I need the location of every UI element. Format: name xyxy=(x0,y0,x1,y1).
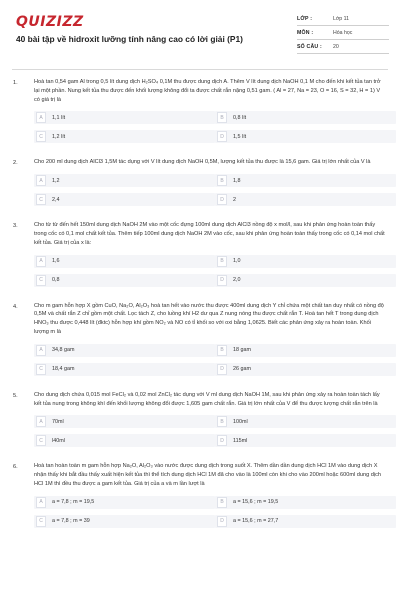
answer-option[interactable] xyxy=(215,274,396,287)
option-text: l40ml xyxy=(52,437,65,444)
option-letter: D xyxy=(217,131,227,142)
header-divider xyxy=(12,69,388,70)
option-text: 1,8 xyxy=(233,177,241,184)
meta-row xyxy=(297,12,389,26)
question-number: 2. xyxy=(13,160,18,167)
question-text: Hoà tan hoàn toàn m gam hỗn hợp Na₂O, Al₂O₃ vào nước được dung dịch trong suốt X. Thêm dần dần dung dịch HCl 1M vào dung dịch X nhận thấy khi bắt đầu thấy xuất hiện kết tủa thì thể tích dung dịch HCl 1M đã cho vào là 100ml còn khi cho vào 200ml hoặc 600ml dung dịch HCl 1M thì đều thu được a gam kết tủa. Giá trị của a và m lần lượt là xyxy=(34,463,382,487)
question-item xyxy=(0,391,400,454)
option-text: 2,0 xyxy=(233,277,241,284)
meta-row xyxy=(297,40,389,54)
question-item xyxy=(0,462,400,533)
option-text: 1,2 xyxy=(52,177,60,184)
question-text: Cho m gam hỗn hợp X gồm CuO, Na₂O, Al₂O₃ hoà tan hết vào nước thu được 400ml dung dịch Y chỉ chứa một chất tan duy nhất có nồng độ 0,5M và chất rắn Z chỉ gồm một chất. Lọc tách Z, cho luồng khí H2 dư qua Z nung nóng thu được chất rắn T. Hoà tan hết T trong dung dịch HNO₃ thu được 0,448 lít (đktc) hỗn hợp khí gồm NO₂ và NO có tỉ khối so với oxi bằng 1,0625. Biết các phản ứng xảy ra hoàn toàn. Khối lượng m là xyxy=(34,302,384,335)
answer-option[interactable] xyxy=(34,193,215,206)
question-text: Hoà tan 0,54 gam Al trong 0,5 lít dung dịch H₂SO₄ 0,1M thu được dung dịch A. Thêm V lít dung dịch NaOH 0,1 M cho đến khi kết tủa tan trở lại một phần. Nung kết tủa thu được đến khối lượng không đổi ta được chất rắn nặng 0,51 gam. ( Al = 27, Na = 23, O = 16, S = 32, H = 1) V có giá trị là xyxy=(34,79,381,103)
answer-option[interactable] xyxy=(34,363,215,376)
meta-value: 20 xyxy=(333,43,339,50)
option-text: 2,4 xyxy=(52,196,60,203)
question-text: Cho 200 ml dung dịch AlCl3 1,5M tác dụng với V lít dung dịch NaOH 0,5M, lượng kết tủa thu được là 15,6 gam. Giá trị lớn nhất của V là xyxy=(34,159,371,166)
worksheet-header xyxy=(0,0,400,68)
option-letter: A xyxy=(36,256,46,267)
answer-option[interactable] xyxy=(34,174,215,187)
option-text: 115ml xyxy=(233,437,248,444)
answer-option[interactable] xyxy=(215,363,396,376)
option-text: a = 7,8 ; m = 39 xyxy=(52,518,90,525)
answer-option[interactable] xyxy=(215,111,396,124)
option-text: a = 15,6 ; m = 27,7 xyxy=(233,518,279,525)
option-letter: D xyxy=(217,435,227,446)
question-text: Cho từ từ đến hết 150ml dung dịch NaOH 2M vào một cốc đựng 100ml dung dịch AlCl3 nồng độ x mol/l, sau khi phản ứng hoàn toàn thấy trong cốc có 0,1 mol chất kết tủa. Thêm tiếp 100ml dung dịch NaOH 2M vào cốc, sau khi phản ứng hoàn toàn thấy trong cốc có 0,14 mol chất kết tủa. Giá trị của x là: xyxy=(34,222,385,246)
option-letter: B xyxy=(217,416,227,427)
question-item xyxy=(0,158,400,212)
answer-option[interactable] xyxy=(215,130,396,143)
option-text: 1,0 xyxy=(233,258,241,265)
answer-option[interactable] xyxy=(215,496,396,509)
answer-option[interactable] xyxy=(34,255,215,268)
answer-option[interactable] xyxy=(34,274,215,287)
meta-row xyxy=(297,26,389,40)
option-letter: B xyxy=(217,256,227,267)
option-letter: B xyxy=(217,345,227,356)
option-letter: C xyxy=(36,435,46,446)
option-letter: A xyxy=(36,345,46,356)
answer-option[interactable] xyxy=(34,496,215,509)
answer-option[interactable] xyxy=(215,255,396,268)
quizizz-logo: QUIZIZZ xyxy=(16,14,84,30)
answer-option[interactable] xyxy=(215,344,396,357)
option-text: 1,2 lít xyxy=(52,133,66,140)
answer-option[interactable] xyxy=(215,174,396,187)
answer-options xyxy=(34,174,386,212)
answer-options xyxy=(34,111,386,149)
option-letter: D xyxy=(217,516,227,527)
answer-options xyxy=(34,255,386,293)
meta-label: LỚP : xyxy=(297,15,313,22)
meta-value: Hóa học xyxy=(333,29,353,36)
question-number: 1. xyxy=(13,80,18,86)
option-text: 18 gam xyxy=(233,347,251,354)
meta-label: SỐ CÂU : xyxy=(297,43,322,50)
answer-option[interactable] xyxy=(34,434,215,447)
option-text: a = 15,6 ; m = 19,5 xyxy=(233,499,279,506)
answer-option[interactable] xyxy=(34,515,215,528)
option-letter: B xyxy=(217,112,227,123)
meta-label: MÔN : xyxy=(297,29,314,36)
answer-option[interactable] xyxy=(34,415,215,428)
question-number: 5. xyxy=(13,392,18,399)
option-text: 1,5 lít xyxy=(233,133,247,140)
option-text: 1,6 xyxy=(52,258,60,265)
option-text: 34,8 gam xyxy=(52,347,75,354)
question-list xyxy=(0,78,400,543)
option-text: 26 gam xyxy=(233,366,251,373)
option-letter: C xyxy=(36,516,46,527)
answer-option[interactable] xyxy=(34,130,215,143)
answer-options xyxy=(34,496,386,534)
meta-value: Lớp 11 xyxy=(333,15,349,22)
answer-option[interactable] xyxy=(215,415,396,428)
answer-option[interactable] xyxy=(215,434,396,447)
option-letter: A xyxy=(36,416,46,427)
option-letter: D xyxy=(217,364,227,375)
option-letter: A xyxy=(36,112,46,123)
answer-options xyxy=(34,415,386,453)
option-text: 70ml xyxy=(52,418,64,425)
option-letter: B xyxy=(217,497,227,508)
answer-option[interactable] xyxy=(215,193,396,206)
answer-option[interactable] xyxy=(34,111,215,124)
question-item xyxy=(0,302,400,382)
option-text: 1,1 lít xyxy=(52,114,66,121)
option-text: 2 xyxy=(233,196,236,203)
question-item xyxy=(0,78,400,149)
option-letter: C xyxy=(36,194,46,205)
worksheet-title: 40 bài tập về hidroxit lưỡng tính nâng cao có lời giải (P1) xyxy=(16,34,243,44)
option-text: 100ml xyxy=(233,418,248,425)
question-number: 4. xyxy=(13,303,18,310)
option-text: 18,4 gam xyxy=(52,366,75,373)
worksheet-meta xyxy=(297,12,389,54)
option-letter: C xyxy=(36,131,46,142)
question-text: Cho dung dịch chứa 0,015 mol FeCl₂ và 0,02 mol ZnCl₂ tác dụng với V ml dung dịch NaOH 1M, sau khi phản ứng xảy ra hoàn toàn tách lấy kết tủa nung trong không khí đến khối lượng không đổi được 1,605 gam chất rắn. Giá trị lớn nhất của V để thu được lượng chất rắn trên là xyxy=(34,391,380,407)
question-number: 6. xyxy=(13,464,18,471)
option-letter: D xyxy=(217,194,227,205)
answer-options xyxy=(34,344,386,382)
option-letter: C xyxy=(36,275,46,286)
option-letter: D xyxy=(217,275,227,286)
option-text: 0,8 xyxy=(52,277,60,284)
question-number: 3. xyxy=(13,223,18,230)
option-letter: B xyxy=(217,175,227,186)
answer-option[interactable] xyxy=(34,344,215,357)
option-letter: A xyxy=(36,497,46,508)
option-letter: A xyxy=(36,175,46,186)
answer-option[interactable] xyxy=(215,515,396,528)
option-text: a = 7,8 ; m = 19,5 xyxy=(52,499,95,506)
option-letter: C xyxy=(36,364,46,375)
option-text: 0,8 lít xyxy=(233,114,247,121)
question-item xyxy=(0,221,400,292)
